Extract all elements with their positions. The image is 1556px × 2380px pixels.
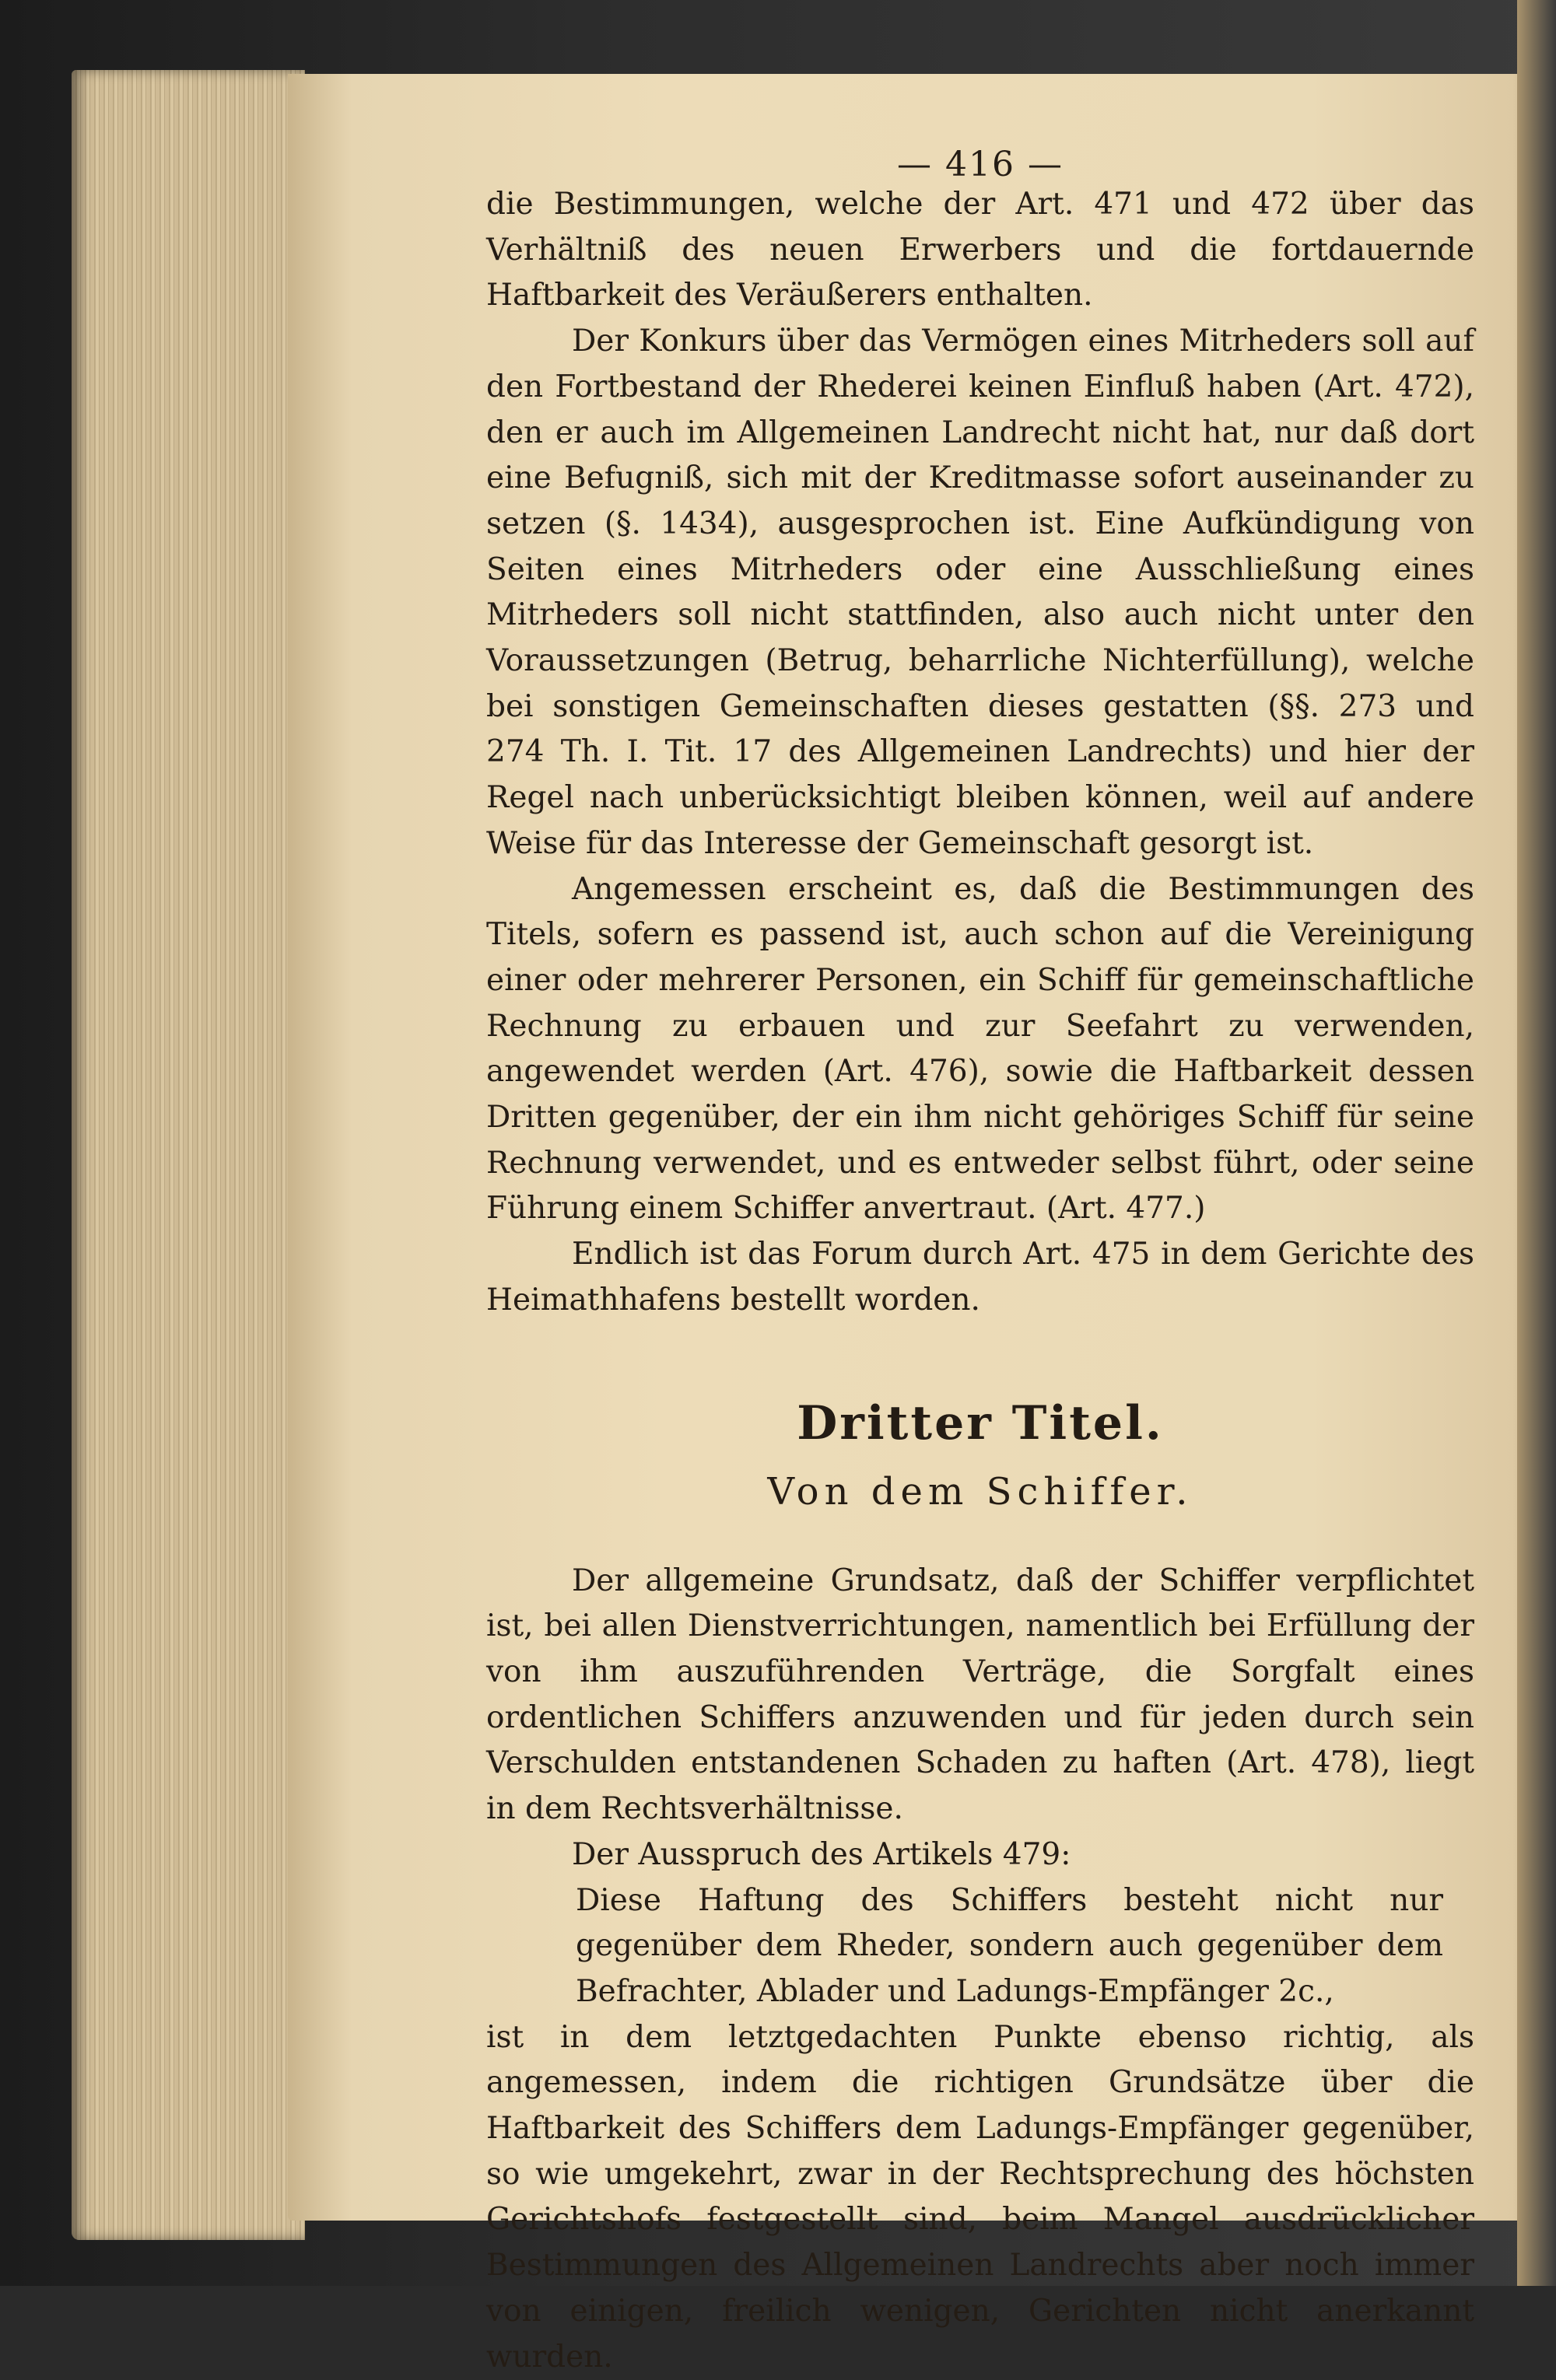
paragraph-closing: ist in dem letztgedachten Punkte ebenso richtig, als angemessen, indem die richtigen Grundsätze über die Haftbarkeit des Schiffers dem Ladungs-Empfänger gegenüber, so wie umgekehrt, zwar in der Rechtsprechung des höchsten Gerichtshofs festgestellt sind, beim Mangel ausdrücklicher Bestimmungen des Allgemeinen Landrechts aber noch immer von einigen, freilich wenigen, Gerichten nicht anerkannt wurden.	[486, 2019, 1474, 2375]
page-text	[486, 145, 1474, 2380]
paragraph-continued: die Bestimmungen, welche der Art. 471 und 472 über das Verhältniß des neuen Erwerbers und die fortdauernde Haftbarkeit des Veräußerers enthalten.	[486, 187, 1474, 313]
section-title: Dritter Titel.	[797, 1395, 1164, 1451]
paragraph-forum: Endlich ist das Forum durch Art. 475 in dem Gerichte des Heimathhafens bestellt worden.	[486, 1237, 1474, 1318]
paragraph-konkurs: Der Konkurs über das Vermögen eines Mitrheders soll auf den Fortbestand der Rhederei keinen Einfluß haben (Art. 472), den er auch im Allgemeinen Landrecht nicht hat, nur daß dort eine Befugniß, sich mit der Kreditmasse sofort auseinander zu setzen (§. 1434), ausgesprochen ist. Eine Aufkündigung von Seiten eines Mitrheders oder eine Ausschließung eines Mitrheders soll nicht stattfinden, also auch nicht unter den Voraussetzungen (Betrug, beharrliche Nichterfüllung), welche bei sonstigen Gemeinschaften dieses gestatten (§§. 273 und 274 Th. I. Tit. 17 des Allgemeinen Landrechts) und hier der Regel nach unberücksichtigt bleiben können, weil auf andere Weise für das Interesse der Gemeinschaft gesorgt ist.	[486, 324, 1474, 861]
paragraph-ausspruch: Der Ausspruch des Artikels 479:	[572, 1836, 1071, 1872]
section-subtitle: Von dem Schiffer.	[767, 1469, 1193, 1514]
page-number: — 416 —	[897, 145, 1064, 184]
paragraph-angemessen: Angemessen erscheint es, daß die Bestimmungen des Titels, sofern es passend ist, auch schon auf die Vereinigung einer oder mehrerer Personen, ein Schiff für gemeinschaftliche Rechnung zu erbauen und zur Seefahrt zu verwenden, angewendet werden (Art. 476), sowie die Haftbarkeit dessen Dritten gegenüber, der ein ihm nicht gehöriges Schiff für seine Rechnung verwendet, und es entweder selbst führt, oder seine Führung einem Schiffer anvertraut. (Art. 477.)	[486, 871, 1474, 1227]
page-edges	[72, 70, 305, 2240]
book-gutter	[1517, 0, 1556, 2286]
paragraph-grundsatz: Der allgemeine Grundsatz, daß der Schiffer verpflichtet ist, bei allen Dienstverrichtungen, namentlich bei Erfüllung der von ihm auszuführenden Verträge, die Sorgfalt eines ordentlichen Schiffers anzuwenden und für jeden durch sein Verschulden entstandenen Schaden zu haften (Art. 478), liegt in dem Rechtsverhältnisse.	[486, 1563, 1474, 1827]
block-quote: Diese Haftung des Schiffers besteht nicht nur gegenüber dem Rheder, sondern auch gegenüber dem Befrachter, Ablader und Ladungs-Empfänger 2c.,	[576, 1882, 1443, 2009]
